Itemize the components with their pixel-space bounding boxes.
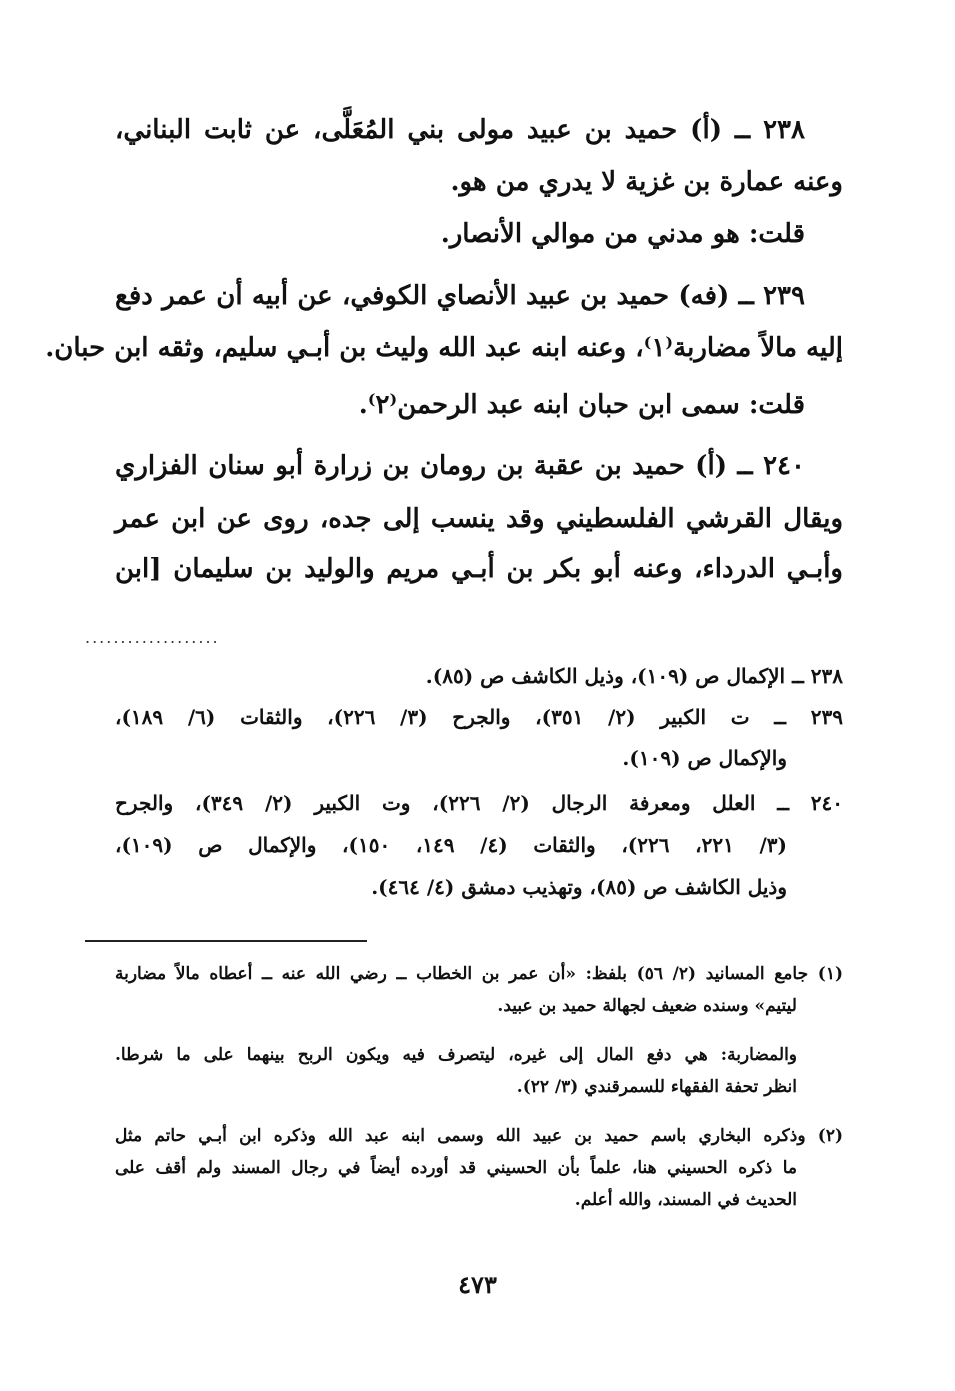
- entry-240-line-2: ويقال القرشي الفلسطيني وقد ينسب إلى جده، روى عن ابن عمر: [115, 504, 843, 534]
- footnote-1-line-4: انظر تحفة الفقهاء للسمرقندي (٣/ ٢٢).: [516, 1077, 797, 1097]
- entry-239-line-2: إليه مالاً مضاربة⁽١⁾، وعنه ابنه عبد الله وليث بن أبـي سليم، وثقه ابن حبان.: [45, 333, 843, 363]
- reference-239-line-1: ٢٣٩ ــ ت الكبير (٢/ ٣٥١)، والجرح (٣/ ٢٢٦)، والثقات (٦/ ١٨٩)،: [115, 705, 843, 729]
- entry-238-line-2: وعنه عمارة بن غزية لا يدري من هو.: [450, 167, 843, 197]
- footnote-1-line-3: والمضاربة: هي دفع المال إلى غيره، ليتصرف فيه ويكون الربح بينهما على ما شرطا.: [115, 1045, 797, 1065]
- footnote-2-line-1: (٢) وذكره البخاري باسم حميد بن عبيد الله وسمى ابنه عبد الله وذكره ابن أبـي حاتم مثل: [115, 1126, 843, 1146]
- page-number: ٤٧٣: [458, 1270, 497, 1299]
- entry-238-comment: قلت: هو مدني من موالي الأنصار.: [440, 219, 805, 249]
- entry-239-comment: قلت: سمى ابن حبان ابنه عبد الرحمن⁽٢⁾.: [358, 390, 805, 420]
- reference-238: ٢٣٨ ــ الإكمال ص (١٠٩)، وذيل الكاشف ص (٨٥).: [425, 664, 843, 688]
- separator-dots: ...................: [85, 628, 220, 647]
- footnote-1-line-1: (١) جامع المسانيد (٢/ ٥٦) بلفظ: «أن عمر بن الخطاب ــ رضي الله عنه ــ أعطاه مالاً مضاربة: [115, 964, 844, 984]
- footnote-2-line-3: الحديث في المسند، والله أعلم.: [574, 1190, 797, 1210]
- entry-240-line-1: ٢٤٠ ــ (أ) حميد بن عقبة بن رومان بن زرارة أبو سنان الفزاري: [115, 451, 805, 481]
- reference-240-line-3: وذيل الكاشف ص (٨٥)، وتهذيب دمشق (٤/ ٤٦٤).: [371, 875, 787, 899]
- reference-239-line-2: والإكمال ص (١٠٩).: [622, 746, 787, 770]
- footnote-2-line-2: ما ذكره الحسيني هنا، علماً بأن الحسيني قد أورده أيضاً في رجال المسند ولم أقف على: [115, 1158, 797, 1178]
- entry-239-line-1: ٢٣٩ ــ (فه) حميد بن عبيد الأنصاي الكوفي، عن أبيه أن عمر دفع: [115, 281, 805, 311]
- footnote-1-line-2: ليتيم» وسنده ضعيف لجهالة حميد بن عبيد.: [497, 996, 797, 1016]
- entry-240-line-3: وأبـي الدرداء، وعنه أبو بكر بن أبـي مريم والوليد بن سليمان [ابن: [115, 554, 843, 584]
- footnote-rule: [85, 940, 367, 942]
- reference-240-line-1: ٢٤٠ ــ العلل ومعرفة الرجال (٢/ ٢٢٦)، وت الكبير (٢/ ٣٤٩)، والجرح: [115, 791, 843, 815]
- reference-240-line-2: (٣/ ٢٢١، ٢٢٦)، والثقات (٤/ ١٤٩، ١٥٠)، والإكمال ص (١٠٩)،: [115, 833, 787, 857]
- entry-238-line-1: ٢٣٨ ــ (أ) حميد بن عبيد مولى بني المُعَلَّى، عن ثابت البناني،: [115, 115, 805, 145]
